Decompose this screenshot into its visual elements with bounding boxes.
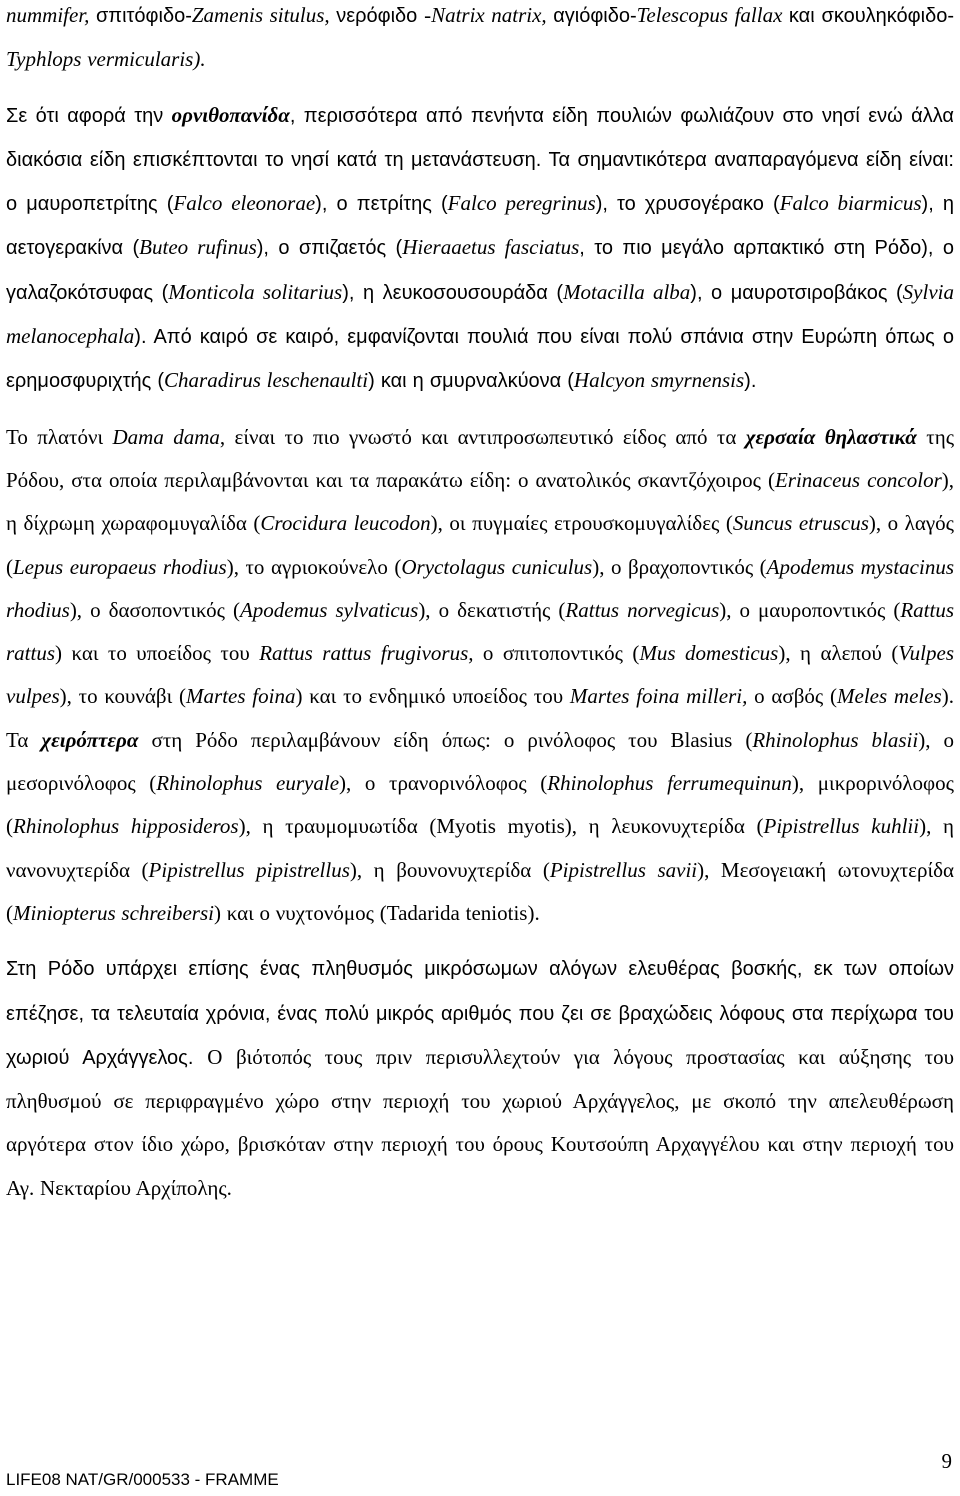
species-name: Rattus norvegicus <box>565 597 720 622</box>
page-number: 9 <box>941 1449 952 1473</box>
text-run: ), Μεσογειακή ωτονυχτερίδα ( <box>6 857 954 925</box>
species-name: Rhinolophus euryale <box>156 771 340 796</box>
text-run: Ο βιότοπός τους πριν περισυλλεχτούν για λόγους προστασίας και αύξησης του πληθυσμού σε περιφραγμένο χώρο στην περιοχή του χωριού Αρχάγγελος, με σκοπό την απελευθέρωση αργότερα στον ίδιο χώρο, βρισκόταν στην περιοχή του όρους Κουτσούπη Αρχαγγέλου και στην περιοχή του Αγ. Νεκταρίου Αρχίπολης. <box>6 1044 955 1200</box>
text-run: ), η βουνονυχτερίδα ( <box>349 857 550 882</box>
species-name: Falco peregrinus <box>447 191 596 216</box>
paragraph-mammals <box>6 416 954 936</box>
species-name: Typhlops vermicularis). <box>6 47 206 72</box>
text-run: ), η αετογερακίνα ( <box>6 193 955 260</box>
species-name: Rhinolophus ferrumequinun <box>547 771 792 796</box>
text-run: ). Τα <box>6 684 954 752</box>
species-name: Martes foina <box>186 684 296 709</box>
species-name: Charadirus leschenaulti <box>164 368 369 393</box>
species-name: Pipistrellus pipistrellus <box>148 857 350 882</box>
text-run: νερόφιδο <box>336 5 425 27</box>
text-run: ο σπιτοποντικός ( <box>473 641 640 666</box>
species-name: Hieraaetus fasciatus <box>402 235 580 260</box>
species-name: Martes foina milleri, <box>569 684 748 709</box>
species-name: Apodemus mystacinus rhodius <box>6 554 954 622</box>
species-name: Crocidura leucodon <box>260 511 431 536</box>
text-run: αγιόφιδο- <box>553 5 637 27</box>
text-run: ), ο πετρίτης ( <box>315 193 448 216</box>
species-name: Erinaceus concolor <box>774 467 942 492</box>
species-name: Vulpes vulpes <box>6 641 954 709</box>
species-name: Falco biarmicus <box>779 191 922 216</box>
text-run: στη Ρόδο περιλαμβάνουν είδη όπως: ο ρινόλοφος του Blasius ( <box>138 727 753 752</box>
text-run: ), ο σπιζαετός ( <box>256 237 403 260</box>
text-run: ) και ο νυχτονόμος (Tadarida teniotis). <box>213 900 540 925</box>
text-run: ) και η σμυρναλκύονα ( <box>368 370 574 393</box>
species-name: Sylvia melanocephala <box>6 279 954 349</box>
species-name: -Natrix natrix, <box>424 3 554 27</box>
text-run: ). <box>744 370 757 393</box>
species-name: Apodemus sylvaticus <box>239 597 419 622</box>
species-name: Meles meles <box>837 684 942 709</box>
text-run: σπιτόφιδο- <box>95 5 192 27</box>
species-name: Halcyon smyrnensis <box>573 368 745 393</box>
text-run: ), το χρυσογέρακο ( <box>595 193 780 216</box>
text-run: ), ο τρανορινόλοφος ( <box>339 771 548 796</box>
species-name: Dama dama <box>112 424 220 449</box>
species-name: Zamenis situlus, <box>191 3 337 27</box>
text-run: ). Από καιρό σε καιρό, εμφανίζονται πουλιά που είναι πολύ σπάνια στην Ευρώπη όπως ο ερημοσφυριχτής ( <box>6 326 954 393</box>
text-run: ), η νανονυχτερίδα ( <box>6 814 954 882</box>
text-run: ο ασβός ( <box>747 684 837 709</box>
species-name: nummifer, <box>6 3 96 27</box>
emphasis-term: χειρόπτερα <box>41 727 139 752</box>
text-run: ), ο μεσορινόλοφος ( <box>6 727 954 796</box>
species-name: Mus domesticus <box>639 641 779 666</box>
text-run: ), ο μαυροποντικός ( <box>719 597 901 622</box>
species-name: Oryctolagus cuniculus <box>401 554 593 579</box>
text-run: ), οι πυγμαίες ετρουσκομυγαλίδες ( <box>430 511 733 536</box>
species-name: Miniopterus schreibersi <box>13 900 214 925</box>
species-name: Rhinolophus blasii <box>752 727 919 752</box>
text-run: , το πιο μεγάλο αρπακτικό στη Ρόδο), ο γαλαζοκότσυφας ( <box>6 237 955 304</box>
species-name: Rattus rattus <box>6 597 955 666</box>
text-run: ), η λευκοσουσουράδα ( <box>342 281 564 304</box>
text-run: ), ο δεκατιστής ( <box>418 597 566 622</box>
emphasis-term: χερσαία θηλαστικά <box>745 424 917 449</box>
text-run: και σκουληκόφιδο- <box>788 5 954 27</box>
text-run: Το πλατόνι <box>6 424 113 449</box>
text-run: Στη Ρόδο υπάρχει επίσης ένας πληθυσμός μικρόσωμων αλόγων ελευθέρας βοσκής, εκ των οποίων επέζησε, τα τελευταία χρόνια, ένας πολύ μικρός αριθμός που ζει σε βραχώδεις λόφους στα περίχωρα του χωριού Αρχάγγελος. <box>6 958 954 1069</box>
text-run: ), το αγριοκούνελο ( <box>226 554 402 579</box>
text-run: , περισσότερα από πενήντα είδη πουλιών φωλιάζουν στο νησί ενώ άλλα διακόσια είδη επισκέπτονται το νησί κατά τη μετανάστευση. Τα σημαντικότερα αναπαραγόμενα είδη είναι: ο μαυροπετρίτης ( <box>6 104 954 216</box>
text-run: ) και το ενδημικό υποείδος του <box>295 684 570 709</box>
text-run: ), μικρορινόλοφος ( <box>6 771 954 839</box>
text-run: ), ο μαυροτσιροβάκος ( <box>690 281 903 304</box>
text-run: ) και το υποείδος του <box>55 641 260 666</box>
species-name: Buteo rufinus <box>139 235 257 260</box>
text-run: της Ρόδου, στα οποία περιλαμβάνονται και τα παρακάτω είδη: ο ανατολικός σκαντζόχοιρος ( <box>6 424 955 492</box>
species-name: Pipistrellus savii <box>549 857 698 882</box>
emphasis-term: ορνιθοπανίδα <box>171 102 290 127</box>
text-run: ), η αλεπού ( <box>778 641 899 666</box>
paragraph-reptiles <box>6 0 954 82</box>
text-run: ), η δίχρωμη χωραφομυγαλίδα ( <box>6 467 954 536</box>
species-name: Motacilla alba <box>563 279 691 304</box>
species-name: Telescopus fallax <box>636 3 789 27</box>
species-name: Rhinolophus hipposideros <box>13 814 239 839</box>
species-name: Lepus europaeus rhodius <box>13 554 227 579</box>
paragraph-horses <box>6 947 954 1210</box>
species-name: Rattus rattus frugivorus, <box>259 641 474 666</box>
text-run: ), ο λαγός ( <box>6 511 954 579</box>
text-run: ), η τραυμομυωτίδα (Myotis myotis), η λευκονυχτερίδα ( <box>238 814 764 839</box>
text-run: Σε ότι αφορά την <box>6 104 172 127</box>
text-run: , είναι το πιο γνωστό και αντιπροσωπευτικό είδος από τα <box>219 424 746 449</box>
species-name: Falco eleonorae <box>173 191 316 216</box>
species-name: Pipistrellus kuhlii <box>763 814 920 839</box>
document-body <box>6 0 954 1222</box>
paragraph-birds <box>6 94 954 404</box>
species-name: Suncus etruscus <box>732 511 869 536</box>
text-run: ), το κουνάβι ( <box>59 684 187 709</box>
text-run: ), ο βραχοποντικός ( <box>592 554 767 579</box>
text-run: ), ο δασοποντικός ( <box>69 597 240 622</box>
footer-project-code: LIFE08 NAT/GR/000533 - FRAMME <box>6 1470 279 1489</box>
species-name: Monticola solitarius <box>168 279 343 304</box>
